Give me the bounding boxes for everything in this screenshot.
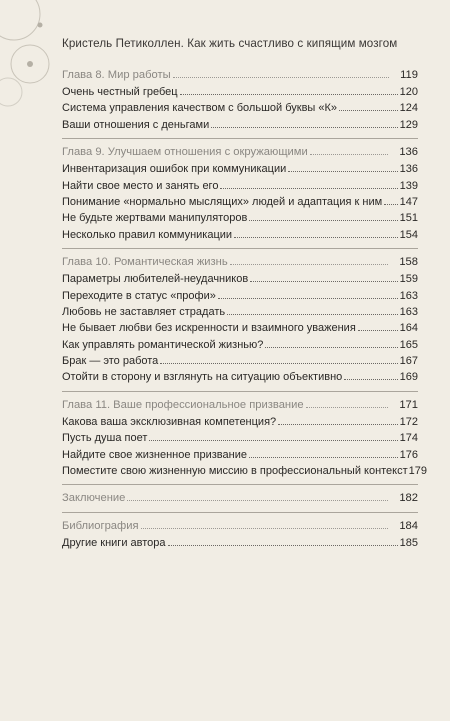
dot-leader — [234, 237, 398, 238]
toc-entry-page-number: 174 — [399, 432, 418, 445]
chapter-heading-title: Глава 10. Романтическая жизнь — [62, 256, 228, 269]
dot-leader — [249, 220, 397, 221]
toc-entry-title: Отойти в сторону и взглянуть на ситуацию объективно — [62, 371, 343, 384]
decorative-circles-ornament — [0, 0, 60, 110]
chapter-heading-page-number: 182 — [399, 492, 418, 505]
chapter-heading — [62, 144, 418, 161]
dot-leader — [220, 188, 397, 189]
toc-entry — [62, 178, 418, 194]
toc-entry-page-number: 147 — [399, 195, 418, 208]
toc-section — [62, 518, 418, 556]
chapter-heading-title: Глава 8. Мир работы — [62, 69, 171, 81]
toc-entry-page-number: 151 — [399, 212, 418, 225]
toc-entry-title: Другие книги автора — [62, 537, 166, 550]
chapter-heading-title: Глава 9. Улучшаем отношения с окружающими — [62, 146, 308, 159]
dot-leader — [141, 528, 389, 529]
dot-leader — [218, 298, 398, 299]
dot-leader — [250, 281, 397, 282]
dot-leader — [339, 110, 398, 111]
toc-entry-page-number: 179 — [408, 465, 428, 478]
chapter-heading — [62, 254, 418, 271]
dot-leader — [127, 500, 388, 501]
toc-entry-title: Брак — это работа — [62, 355, 159, 368]
toc-entry-page-number: 167 — [399, 355, 418, 368]
toc-entry-page-number: 164 — [399, 322, 418, 335]
chapter-heading-page-number: 171 — [399, 398, 418, 411]
chapter-heading — [62, 67, 418, 84]
toc-entry — [62, 227, 418, 243]
toc-entry — [62, 288, 418, 304]
chapter-heading — [62, 518, 418, 535]
toc-entry-page-number: 185 — [399, 537, 418, 550]
dot-leader — [149, 440, 397, 441]
chapter-heading-title: Заключение — [62, 492, 126, 505]
toc-entry-title: Несколько правил коммуникации — [62, 228, 233, 241]
toc-entry-page-number: 165 — [399, 338, 418, 351]
toc-entry — [62, 447, 418, 463]
toc-entry-title: Система управления качеством с большой буквы «К» — [62, 102, 338, 115]
dot-leader — [249, 457, 398, 458]
dot-leader — [306, 407, 389, 408]
toc-entry — [62, 369, 418, 385]
toc-entry-title: Очень честный гребец — [62, 86, 178, 98]
chapter-heading-page-number: 119 — [400, 69, 418, 81]
toc-entry — [62, 337, 418, 353]
toc-entry-title: Параметры любителей-неудачников — [62, 273, 249, 286]
toc-section — [62, 397, 428, 486]
toc-entry-page-number: 163 — [399, 305, 418, 318]
toc-entry — [62, 161, 418, 177]
toc-entry-page-number: 176 — [399, 448, 418, 461]
chapter-heading-title: Библиография — [62, 520, 139, 533]
dot-leader — [288, 171, 397, 172]
toc-entry-title: Пусть душа поет — [62, 432, 148, 445]
toc-entry — [62, 100, 418, 116]
toc-entry-title: Любовь не заставляет страдать — [62, 305, 226, 318]
dot-leader — [358, 330, 398, 331]
dot-leader — [278, 424, 397, 425]
toc-entry — [62, 414, 418, 430]
toc-entry-page-number: 172 — [399, 415, 418, 428]
toc-entry-title: Поместите свою жизненную миссию в профессиональный контекст — [62, 465, 408, 478]
dot-leader — [384, 204, 397, 205]
toc-entry — [62, 194, 418, 210]
toc-entry — [62, 535, 418, 551]
toc-entry — [62, 463, 428, 479]
toc-entry-title: Понимание «нормально мыслящих» людей и адаптация к ним — [62, 195, 383, 208]
toc-section — [62, 490, 418, 513]
toc-section — [62, 254, 418, 392]
chapter-heading — [62, 490, 418, 507]
toc-entry-page-number: 163 — [399, 289, 418, 302]
dot-leader — [230, 264, 389, 265]
table-of-contents — [62, 67, 428, 562]
toc-entry-title: Как управлять романтической жизнью? — [62, 338, 264, 351]
chapter-heading-title: Глава 11. Ваше профессиональное призвание — [62, 398, 304, 411]
toc-entry-title: Какова ваша эксклюзивная компетенция? — [62, 415, 277, 428]
chapter-heading — [62, 397, 418, 414]
toc-entry-title: Переходите в статус «профи» — [62, 289, 216, 302]
dot-leader — [265, 347, 397, 348]
toc-entry-title: Не бывает любви без искренности и взаимного уважения — [62, 322, 356, 335]
toc-section — [62, 67, 418, 139]
toc-entry — [62, 271, 418, 287]
dot-leader — [180, 94, 398, 95]
dot-leader — [344, 379, 397, 380]
toc-entry — [62, 430, 418, 446]
toc-entry — [62, 210, 418, 226]
dot-leader — [168, 545, 398, 546]
toc-entry-title: Инвентаризация ошибок при коммуникации — [62, 163, 287, 176]
toc-entry-title: Найдите свое жизненное призвание — [62, 448, 247, 461]
toc-entry-page-number: 139 — [399, 179, 418, 192]
dot-leader — [211, 127, 397, 128]
dot-leader — [160, 363, 397, 364]
toc-entry-page-number: 154 — [399, 228, 418, 241]
running-head: Кристель Петиколлен. Как жить счастливо с кипящим мозгом — [62, 37, 398, 50]
chapter-heading-page-number: 184 — [399, 520, 418, 533]
toc-entry-page-number: 120 — [399, 86, 418, 98]
toc-entry-page-number: 159 — [399, 273, 418, 286]
toc-entry — [62, 84, 418, 100]
chapter-heading-page-number: 136 — [399, 146, 418, 159]
dot-leader — [227, 314, 398, 315]
toc-entry — [62, 117, 418, 133]
toc-entry-title: Найти свое место и занять его — [62, 179, 219, 192]
toc-entry — [62, 320, 418, 336]
toc-entry — [62, 353, 418, 369]
toc-section — [62, 144, 418, 249]
toc-entry-page-number: 124 — [399, 102, 418, 115]
toc-entry-page-number: 169 — [399, 371, 418, 384]
toc-entry — [62, 304, 418, 320]
toc-entry-title: Не будьте жертвами манипуляторов — [62, 212, 248, 225]
toc-entry-title: Ваши отношения с деньгами — [62, 118, 210, 131]
toc-entry-page-number: 129 — [399, 118, 418, 131]
toc-entry-page-number: 136 — [399, 163, 418, 176]
chapter-heading-page-number: 158 — [399, 256, 418, 269]
dot-leader — [173, 77, 389, 78]
dot-leader — [310, 154, 389, 155]
